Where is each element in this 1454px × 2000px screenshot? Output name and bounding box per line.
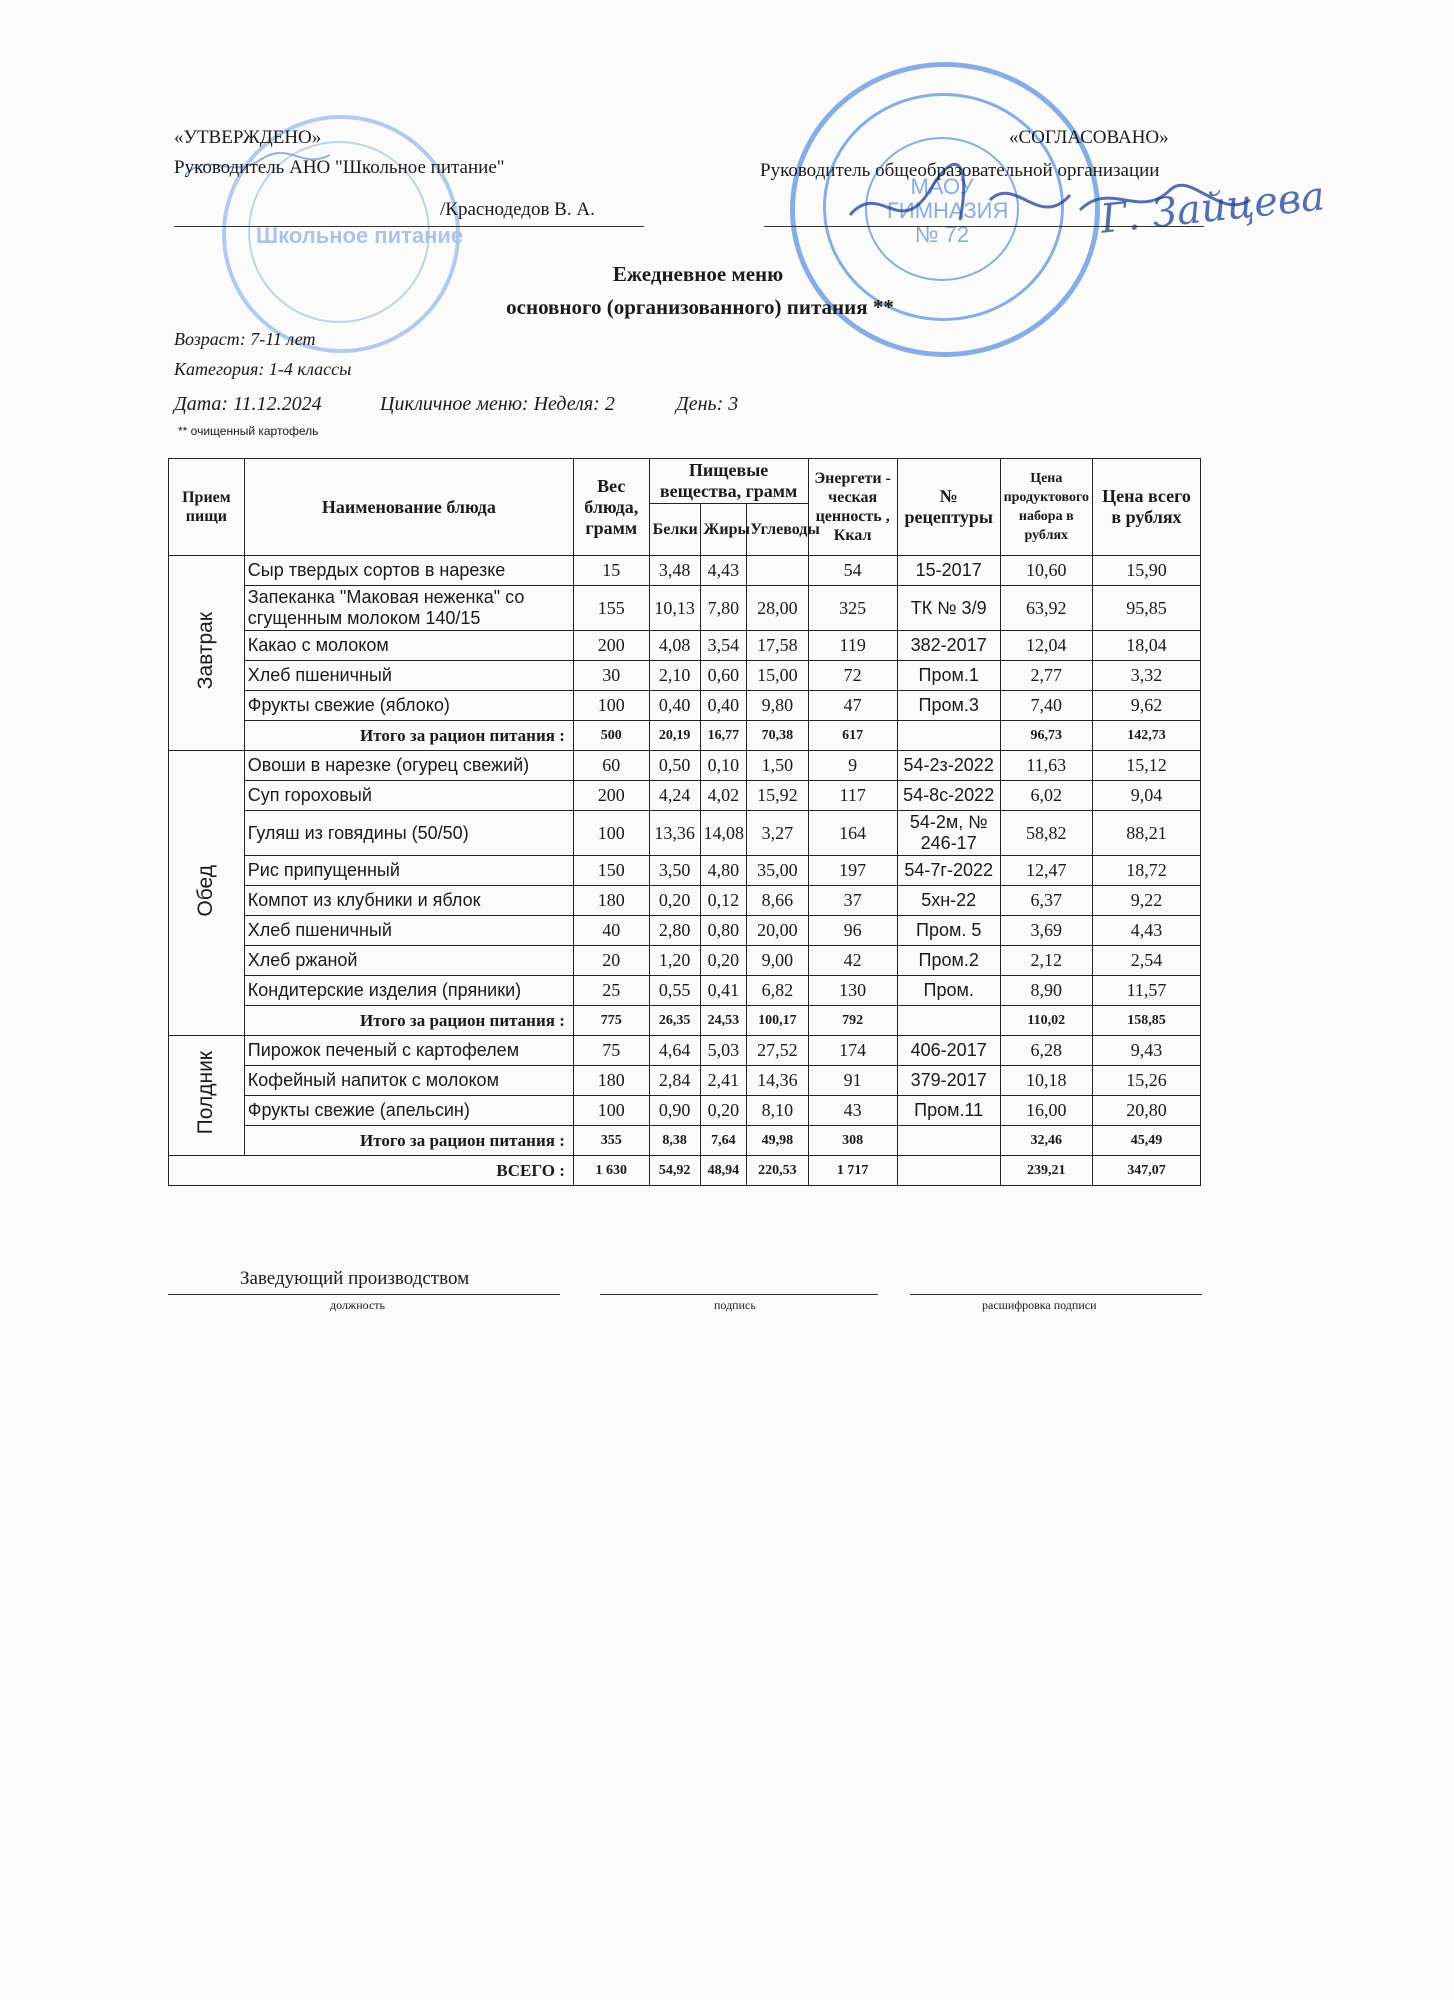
table-row <box>169 661 1201 691</box>
cell-carbs: 35,00 <box>747 856 808 886</box>
approved-signature-line <box>174 226 644 227</box>
cell-carbs: 17,58 <box>747 631 808 661</box>
cell-protein: 4,64 <box>649 1036 700 1066</box>
table-row <box>169 1066 1201 1096</box>
meal-label: Завтрак <box>194 611 218 690</box>
agreed-title: «СОГЛАСОВАНО» <box>1009 127 1169 148</box>
cell-weight: 100 <box>573 1096 649 1126</box>
cell-carbs <box>747 556 808 586</box>
cell-recipe: Пром.3 <box>897 691 1000 721</box>
cell-energy: 47 <box>808 691 897 721</box>
cell-weight: 200 <box>573 631 649 661</box>
category-label: Категория: 1-4 классы <box>174 359 352 379</box>
cell-fat: 5,03 <box>700 1036 747 1066</box>
cell-carbs: 15,00 <box>747 661 808 691</box>
meal-lunch <box>169 751 245 1036</box>
menu-table <box>168 458 1201 1186</box>
table-row <box>169 586 1201 631</box>
total-energy: 617 <box>808 721 897 751</box>
cell-price-total: 15,90 <box>1092 556 1200 586</box>
table-row <box>169 811 1201 856</box>
dish-name <box>244 1036 573 1066</box>
total-carbs: 100,17 <box>747 1006 808 1036</box>
footer-signature-label: подпись <box>714 1298 756 1312</box>
cell-weight: 25 <box>573 976 649 1006</box>
cell-fat: 4,02 <box>700 781 747 811</box>
cell-protein: 1,20 <box>649 946 700 976</box>
total-carbs: 70,38 <box>747 721 808 751</box>
cell-carbs: 15,92 <box>747 781 808 811</box>
age-label: Возраст: 7-11 лет <box>174 329 316 349</box>
agreed-signature-line <box>764 226 1204 227</box>
footer-decoding-label: расшифровка подписи <box>982 1298 1097 1312</box>
cell-price-total: 9,43 <box>1092 1036 1200 1066</box>
table-row <box>169 946 1201 976</box>
cell-price-set: 6,02 <box>1000 781 1092 811</box>
cell-protein: 2,80 <box>649 916 700 946</box>
cell-recipe: Пром.11 <box>897 1096 1000 1126</box>
grand-total-carbs: 220,53 <box>747 1156 808 1186</box>
table-row <box>169 856 1201 886</box>
meal-breakfast <box>169 556 245 751</box>
cell-recipe: Пром. <box>897 976 1000 1006</box>
cell-weight: 100 <box>573 691 649 721</box>
total-row <box>169 1006 1201 1036</box>
cell-price-set: 3,69 <box>1000 916 1092 946</box>
cell-fat: 3,54 <box>700 631 747 661</box>
document-title-line1: Ежедневное меню <box>612 262 784 286</box>
cell-fat: 0,20 <box>700 1096 747 1126</box>
total-row <box>169 721 1201 751</box>
cycle-label: Цикличное меню: Неделя: 2 <box>380 393 615 415</box>
meal-label: Обед <box>194 864 218 917</box>
cell-energy: 174 <box>808 1036 897 1066</box>
dish-name-line: Фрукты свежие (апельсин) <box>247 1100 470 1120</box>
dish-name <box>244 946 573 976</box>
dish-name-line: Гуляш из говядины (50/50) <box>247 822 469 843</box>
dish-name <box>244 586 573 631</box>
cell-energy: 197 <box>808 856 897 886</box>
total-fat: 7,64 <box>700 1126 747 1156</box>
cell-carbs: 1,50 <box>747 751 808 781</box>
cell-price-set: 11,63 <box>1000 751 1092 781</box>
table-row <box>169 886 1201 916</box>
cell-energy: 164 <box>808 811 897 856</box>
dish-name <box>244 811 573 856</box>
total-recipe <box>897 1006 1000 1036</box>
grand-total-recipe <box>897 1156 1000 1186</box>
dish-name <box>244 661 573 691</box>
total-protein: 8,38 <box>649 1126 700 1156</box>
total-price-total: 158,85 <box>1092 1006 1200 1036</box>
total-weight: 355 <box>573 1126 649 1156</box>
cell-protein: 13,36 <box>649 811 700 856</box>
approved-role: Руководитель АНО "Школьное питание" <box>174 157 505 178</box>
cell-price-total: 15,12 <box>1092 751 1200 781</box>
footer-signature-line <box>600 1294 878 1295</box>
header-name: Наименование блюда <box>244 459 573 556</box>
total-row <box>169 1126 1201 1156</box>
cell-energy: 42 <box>808 946 897 976</box>
cell-protein: 4,24 <box>649 781 700 811</box>
table-row <box>169 781 1201 811</box>
cell-energy: 37 <box>808 886 897 916</box>
cell-price-total: 9,62 <box>1092 691 1200 721</box>
grand-total-fat: 48,94 <box>700 1156 747 1186</box>
total-price-set: 96,73 <box>1000 721 1092 751</box>
cell-fat: 0,80 <box>700 916 747 946</box>
dish-name-line: Запеканка "Маковая неженка" со <box>247 587 525 607</box>
dish-name <box>244 886 573 916</box>
cell-weight: 40 <box>573 916 649 946</box>
cell-recipe: Пром.1 <box>897 661 1000 691</box>
cell-price-set: 6,37 <box>1000 886 1092 916</box>
total-label: Итого за рацион питания : <box>244 721 573 751</box>
cell-protein: 10,13 <box>649 586 700 631</box>
cell-carbs: 3,27 <box>747 811 808 856</box>
cell-fat: 4,80 <box>700 856 747 886</box>
cell-recipe: 15-2017 <box>897 556 1000 586</box>
cell-carbs: 9,80 <box>747 691 808 721</box>
cell-recipe: Пром.2 <box>897 946 1000 976</box>
cell-weight: 20 <box>573 946 649 976</box>
total-weight: 775 <box>573 1006 649 1036</box>
total-recipe <box>897 1126 1000 1156</box>
total-price-set: 32,46 <box>1000 1126 1092 1156</box>
cell-price-total: 4,43 <box>1092 916 1200 946</box>
dish-name-line: Хлеб ржаной <box>247 950 358 970</box>
header-fat: Жиры <box>700 504 747 556</box>
cell-fat: 0,10 <box>700 751 747 781</box>
cell-price-total: 18,04 <box>1092 631 1200 661</box>
cell-carbs: 27,52 <box>747 1036 808 1066</box>
footer-position-value: Заведующий производством <box>240 1268 470 1289</box>
total-price-total: 45,49 <box>1092 1126 1200 1156</box>
meal-snack <box>169 1036 245 1156</box>
cell-weight: 75 <box>573 1036 649 1066</box>
header-weight: Вес блюда, грамм <box>573 459 649 556</box>
cell-recipe: 54-7г-2022 <box>897 856 1000 886</box>
grand-total-price-set: 239,21 <box>1000 1156 1092 1186</box>
header-carbs: Углеводы <box>747 504 808 556</box>
dish-name-line: Кофейный напиток с молоком <box>247 1070 499 1090</box>
grand-total-price-total: 347,07 <box>1092 1156 1200 1186</box>
stamp-right-text: МАОУ ГИМНАЗИЯ № 72 <box>887 174 1009 247</box>
approved-name: /Краснодедов В. А. <box>440 199 595 220</box>
cell-energy: 72 <box>808 661 897 691</box>
cell-carbs: 9,00 <box>747 946 808 976</box>
cell-carbs: 6,82 <box>747 976 808 1006</box>
grand-total-label: ВСЕГО : <box>169 1156 574 1186</box>
cell-energy: 9 <box>808 751 897 781</box>
table-row <box>169 751 1201 781</box>
table-row <box>169 1036 1201 1066</box>
total-energy: 308 <box>808 1126 897 1156</box>
total-label: Итого за рацион питания : <box>244 1006 573 1036</box>
agreed-signature-name: Г. Зайцева <box>1098 173 1327 243</box>
footer-decoding-line <box>910 1294 1202 1295</box>
cell-energy: 96 <box>808 916 897 946</box>
total-fat: 16,77 <box>700 721 747 751</box>
cell-price-set: 58,82 <box>1000 811 1092 856</box>
cell-recipe: 382-2017 <box>897 631 1000 661</box>
cell-carbs: 8,66 <box>747 886 808 916</box>
total-fat: 24,53 <box>700 1006 747 1036</box>
cell-carbs: 14,36 <box>747 1066 808 1096</box>
cell-recipe: 54-8с-2022 <box>897 781 1000 811</box>
cell-protein: 0,40 <box>649 691 700 721</box>
dish-name-line: Пирожок печеный с картофелем <box>247 1040 520 1060</box>
header-price-total: Цена всего в рублях <box>1092 459 1200 556</box>
cell-carbs: 8,10 <box>747 1096 808 1126</box>
cell-price-total: 95,85 <box>1092 586 1200 631</box>
cell-protein: 4,08 <box>649 631 700 661</box>
cell-energy: 54 <box>808 556 897 586</box>
total-weight: 500 <box>573 721 649 751</box>
cell-price-set: 10,18 <box>1000 1066 1092 1096</box>
cell-price-set: 7,40 <box>1000 691 1092 721</box>
table-row <box>169 976 1201 1006</box>
cell-weight: 60 <box>573 751 649 781</box>
cell-price-total: 2,54 <box>1092 946 1200 976</box>
cell-price-set: 12,47 <box>1000 856 1092 886</box>
cell-price-total: 9,22 <box>1092 886 1200 916</box>
dish-name-line: сгущенным молоком 140/15 <box>247 608 481 628</box>
header-protein: Белки <box>649 504 700 556</box>
dish-name-line: Рис припущенный <box>247 860 400 880</box>
cell-recipe: Пром. 5 <box>897 916 1000 946</box>
cell-weight: 200 <box>573 781 649 811</box>
total-carbs: 49,98 <box>747 1126 808 1156</box>
dish-name-line: Сыр твердых сортов в нарезке <box>247 560 506 580</box>
dish-name <box>244 631 573 661</box>
cell-protein: 0,50 <box>649 751 700 781</box>
stamp-left-text: Школьное питание <box>256 223 464 248</box>
note-label: ** очищенный картофель <box>178 424 319 438</box>
document-title-line2: основного (организованного) питания ** <box>506 295 894 319</box>
dish-name <box>244 751 573 781</box>
cell-protein: 0,20 <box>649 886 700 916</box>
table-row <box>169 631 1201 661</box>
total-price-total: 142,73 <box>1092 721 1200 751</box>
cell-protein: 2,10 <box>649 661 700 691</box>
footer-position-line <box>168 1294 560 1295</box>
dish-name-line: Фрукты свежие (яблоко) <box>247 695 450 715</box>
footer-position-label: должность <box>330 1298 385 1312</box>
dish-name-line: Хлеб пшеничный <box>247 665 392 685</box>
cell-price-total: 3,32 <box>1092 661 1200 691</box>
grand-total-weight: 1 630 <box>573 1156 649 1186</box>
header-meal: Прием пищи <box>169 459 245 556</box>
cell-fat: 0,60 <box>700 661 747 691</box>
cell-energy: 119 <box>808 631 897 661</box>
cell-price-set: 12,04 <box>1000 631 1092 661</box>
cell-recipe: 406-2017 <box>897 1036 1000 1066</box>
cell-energy: 130 <box>808 976 897 1006</box>
cell-recipe: 54-2з-2022 <box>897 751 1000 781</box>
cell-price-set: 8,90 <box>1000 976 1092 1006</box>
cell-protein: 0,55 <box>649 976 700 1006</box>
header-recipe: № рецептуры <box>897 459 1000 556</box>
dish-name <box>244 1096 573 1126</box>
cell-fat: 0,12 <box>700 886 747 916</box>
cell-protein: 3,50 <box>649 856 700 886</box>
cell-fat: 7,80 <box>700 586 747 631</box>
dish-name-line: Овоши в нарезке (огурец свежий) <box>247 755 530 775</box>
cell-fat: 0,40 <box>700 691 747 721</box>
cell-price-set: 16,00 <box>1000 1096 1092 1126</box>
total-protein: 26,35 <box>649 1006 700 1036</box>
cell-price-set: 2,12 <box>1000 946 1092 976</box>
cell-price-set: 10,60 <box>1000 556 1092 586</box>
grand-total-protein: 54,92 <box>649 1156 700 1186</box>
dish-name <box>244 856 573 886</box>
table-row <box>169 1096 1201 1126</box>
dish-name-line: Компот из клубники и яблок <box>247 890 481 910</box>
cell-price-total: 9,04 <box>1092 781 1200 811</box>
cell-price-set: 6,28 <box>1000 1036 1092 1066</box>
total-protein: 20,19 <box>649 721 700 751</box>
cell-price-total: 18,72 <box>1092 856 1200 886</box>
cell-recipe: 379-2017 <box>897 1066 1000 1096</box>
cell-weight: 30 <box>573 661 649 691</box>
cell-energy: 325 <box>808 586 897 631</box>
header-price-set: Цена продуктового набора в рублях <box>1000 459 1092 556</box>
cell-carbs: 28,00 <box>747 586 808 631</box>
dish-name <box>244 1066 573 1096</box>
dish-name <box>244 976 573 1006</box>
cell-price-set: 63,92 <box>1000 586 1092 631</box>
header-energy: Энергети - ческая ценность , Ккал <box>808 459 897 556</box>
cell-energy: 91 <box>808 1066 897 1096</box>
dish-name <box>244 781 573 811</box>
dish-name <box>244 556 573 586</box>
cell-protein: 0,90 <box>649 1096 700 1126</box>
cell-fat: 14,08 <box>700 811 747 856</box>
table-row <box>169 916 1201 946</box>
cell-recipe: 5хн-22 <box>897 886 1000 916</box>
cell-carbs: 20,00 <box>747 916 808 946</box>
cell-protein: 3,48 <box>649 556 700 586</box>
table-row <box>169 691 1201 721</box>
cell-fat: 0,20 <box>700 946 747 976</box>
total-label: Итого за рацион питания : <box>244 1126 573 1156</box>
dish-name <box>244 916 573 946</box>
dish-name-line: Хлеб пшеничный <box>247 920 392 940</box>
cell-price-total: 20,80 <box>1092 1096 1200 1126</box>
cell-price-set: 2,77 <box>1000 661 1092 691</box>
total-price-set: 110,02 <box>1000 1006 1092 1036</box>
cell-protein: 2,84 <box>649 1066 700 1096</box>
dish-name-line: Суп гороховый <box>247 785 372 805</box>
date-label: Дата: 11.12.2024 <box>174 393 322 415</box>
dish-name-line: Кондитерские изделия (пряники) <box>247 980 522 1000</box>
cell-weight: 155 <box>573 586 649 631</box>
cell-weight: 100 <box>573 811 649 856</box>
cell-price-total: 11,57 <box>1092 976 1200 1006</box>
cell-energy: 43 <box>808 1096 897 1126</box>
cell-fat: 0,41 <box>700 976 747 1006</box>
dish-name-line: Какао с молоком <box>247 635 389 655</box>
cell-weight: 150 <box>573 856 649 886</box>
cell-weight: 180 <box>573 1066 649 1096</box>
total-recipe <box>897 721 1000 751</box>
dish-name <box>244 691 573 721</box>
cell-fat: 4,43 <box>700 556 747 586</box>
cell-weight: 15 <box>573 556 649 586</box>
grand-total-row <box>169 1156 1201 1186</box>
cell-recipe: 54-2м, № 246-17 <box>897 811 1000 856</box>
cell-energy: 117 <box>808 781 897 811</box>
cell-weight: 180 <box>573 886 649 916</box>
total-energy: 792 <box>808 1006 897 1036</box>
table-row <box>169 556 1201 586</box>
agreed-role: Руководитель общеобразовательной организации <box>760 160 1160 181</box>
cell-fat: 2,41 <box>700 1066 747 1096</box>
day-label: День: 3 <box>676 393 739 415</box>
cell-recipe: ТК № 3/9 <box>897 586 1000 631</box>
header-nutrients: Пищевые вещества, грамм <box>649 459 808 504</box>
grand-total-energy: 1 717 <box>808 1156 897 1186</box>
approved-title: «УТВЕРЖДЕНО» <box>174 127 322 148</box>
cell-price-total: 15,26 <box>1092 1066 1200 1096</box>
meal-label: Полдник <box>194 1051 218 1135</box>
cell-price-total: 88,21 <box>1092 811 1200 856</box>
